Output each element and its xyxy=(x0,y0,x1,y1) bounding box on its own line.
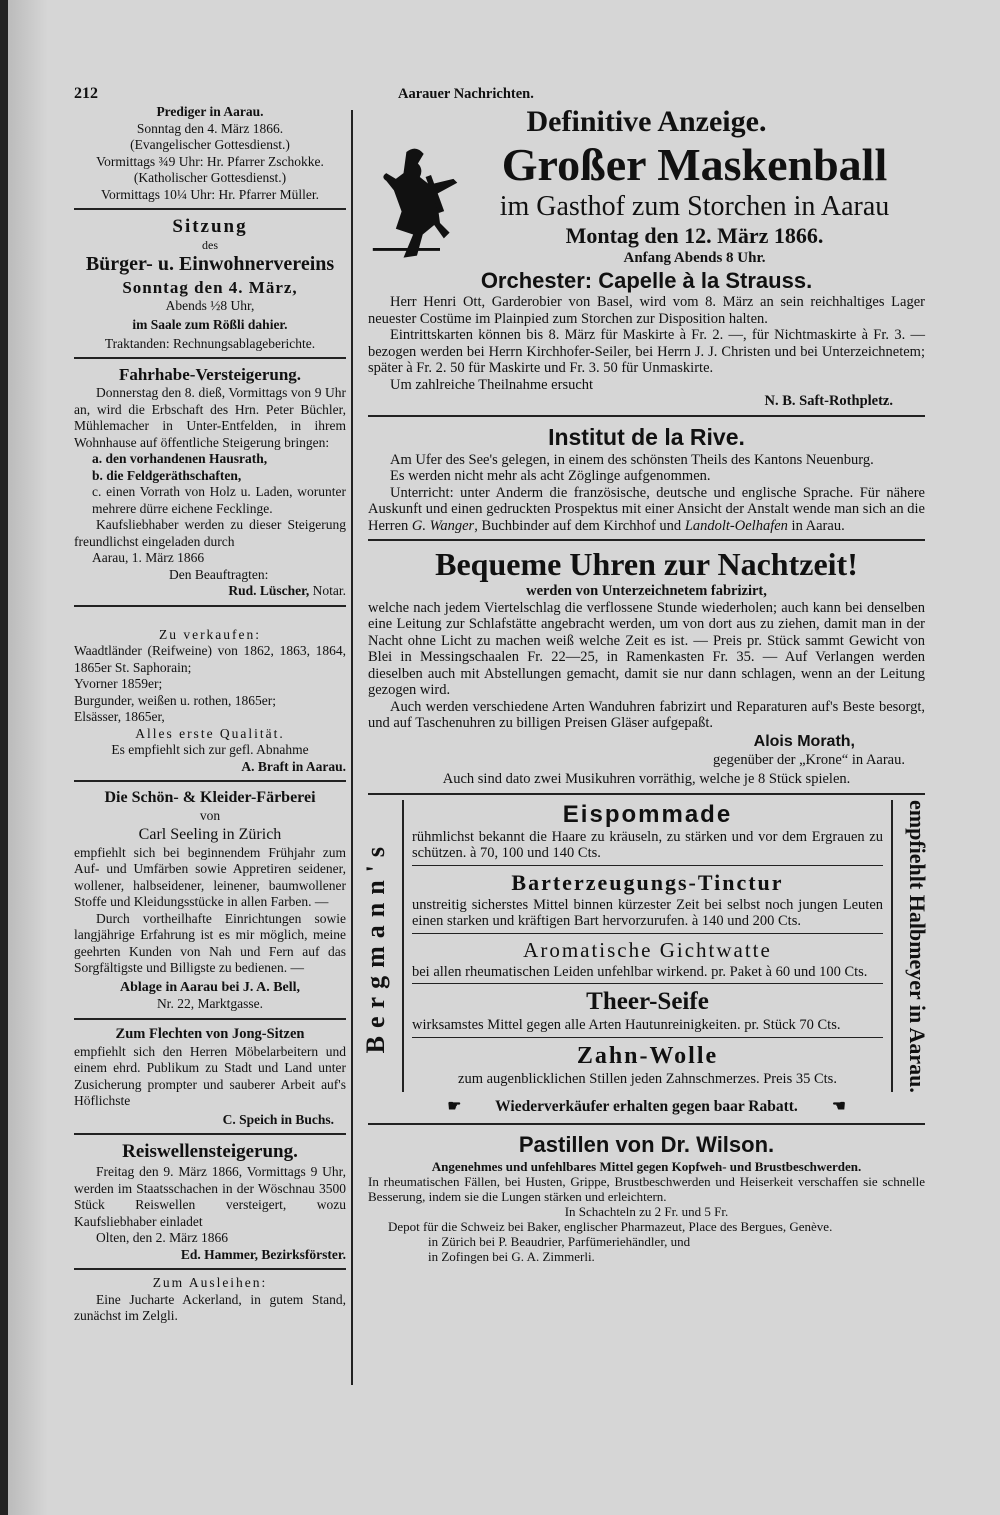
divider xyxy=(412,983,883,984)
resellers-text: Wiederverkäufer erhalten gegen baar Rabatt. xyxy=(495,1098,798,1116)
signature: Alois Morath, xyxy=(753,732,855,750)
notice-text: Alles erste Qualität. xyxy=(135,725,285,741)
notice-text: (Evangelischer Gottesdienst.) xyxy=(130,137,290,152)
list-item: Yvorner 1859er; xyxy=(74,676,163,691)
ad-kicker: Definitive Anzeige. xyxy=(526,105,767,138)
notice-date: Aarau, 1. März 1866 xyxy=(92,550,205,565)
pointing-hand-icon: ☛ xyxy=(831,1098,846,1116)
ad-time: Anfang Abends 8 Uhr. xyxy=(623,250,766,266)
ad-orchestra: Orchester: Capelle à la Strauss. xyxy=(480,268,813,293)
divider xyxy=(368,793,925,795)
right-column xyxy=(361,84,930,1265)
product-item xyxy=(412,987,883,1034)
list-item: Elsässer, 1865er, xyxy=(74,709,165,724)
notice-date: Sonntag den 4. März, xyxy=(122,278,298,297)
list-item: b. die Feldgeräthschaften, xyxy=(92,467,242,483)
maskenball-ad xyxy=(368,104,925,410)
divider xyxy=(412,1037,883,1038)
ad-text: in Zürich bei P. Beaudrier, Parfümeriehändler, und xyxy=(428,1234,691,1250)
product-text: bei allen rheumatischen Leiden unfehlbar wirkend. pr. Paket à 60 und 100 Cts. xyxy=(412,963,868,980)
notice-text: Freitag den 9. März 1866, Vormittags 9 Uhr, werden im Staatsschachen in der Wöschnau 3500 Stück Reiswellen versteigert, wozu Kaufsliebhaber einladet xyxy=(74,1164,346,1229)
notice-text: Durch vortheilhafte Einrichtungen sowie langjährige Erfahrung ist es mir möglich, meine geehrten Kunden von Nah und Fern auf das Sorgfältigste und Billigste zu bedienen. — xyxy=(74,910,346,975)
ad-name: G. Wanger xyxy=(411,517,475,534)
left-column xyxy=(74,84,346,1325)
ad-text: In rheumatischen Fällen, bei Husten, Grippe, Brustbeschwerden und Heiserkeit verschaffen sie schnelle Besserung, indem sie die Lungen stärken und erleichtern. xyxy=(368,1174,925,1205)
bergmann-side-label: Bergmann's xyxy=(361,838,390,1054)
notice-text: empfiehlt sich bei beginnendem Frühjahr zum Auf- und Umfärben sowie Appretiren seidener, wollener, halbseidener, leinener, baumwollener Stoffe und Kleidungsstücke in allen Farben. — xyxy=(74,844,346,909)
page-shadow xyxy=(8,0,48,1515)
product-title: Zahn-Wolle xyxy=(576,1042,719,1069)
product-title: Barterzeugungs-Tinctur xyxy=(511,869,784,895)
notice-text: Eine Jucharte Ackerland, in gutem Stand, zunächst im Zelgli. xyxy=(74,1291,346,1323)
notice-text: empfiehlt sich den Herren Möbelarbeitern und einem ehrd. Publikum zu Stadt und Land unter Zusicherung prompter und sauberer Arbeit auf's Höflichste xyxy=(74,1043,346,1108)
ad-name: Landolt-Oelhafen xyxy=(684,517,788,534)
ausleihen-notice xyxy=(74,1275,346,1325)
reiswellen-notice xyxy=(74,1140,346,1263)
divider xyxy=(368,1123,925,1125)
signature-address: gegenüber der „Krone“ in Aarau. xyxy=(712,751,905,768)
divider xyxy=(74,605,346,607)
ad-subtitle: werden von Unterzeichnetem fabrizirt, xyxy=(526,583,767,599)
prediger-notice xyxy=(74,104,346,203)
product-title: Aromatische Gichtwatte xyxy=(523,937,772,962)
resellers-line xyxy=(368,1096,925,1118)
notice-title: Zum Flechten von Jong-Sitzen xyxy=(115,1025,305,1042)
notice-text: von xyxy=(199,808,221,823)
notice-title: Fahrhabe-Versteigerung. xyxy=(118,365,302,384)
notice-title: Zu verkaufen: xyxy=(158,626,262,642)
sitzung-notice xyxy=(74,215,346,352)
institut-ad xyxy=(368,422,925,535)
product-text: wirksamstes Mittel gegen alle Arten Hautunreinigkeiten. pr. Stück 70 Cts. xyxy=(412,1017,841,1033)
newspaper-header: Aarauer Nachrichten. xyxy=(398,86,534,102)
product-item xyxy=(412,1041,883,1088)
jester-illustration xyxy=(368,140,464,260)
product-text: rühmlichst bekannt die Haare zu kräuseln, zu stärken und vor dem Ergrauen zu schützen. à 70, 100 und 140 Cts. xyxy=(412,828,883,861)
ad-title: Großer Maskenball xyxy=(501,139,888,190)
page-edge xyxy=(0,0,8,1515)
notice-title: Zum Ausleihen: xyxy=(152,1275,268,1290)
product-text: unstreitig sicherstes Mittel binnen kürzester Zeit bei selbst noch jungen Leuten einen starken und kräftigen Bart hervorzurufen. à 140 und 200 Cts. xyxy=(412,896,883,929)
signature: N. B. Saft-Rothpletz. xyxy=(764,393,893,409)
product-title: Theer-Seife xyxy=(586,988,709,1015)
bergmann-products xyxy=(402,800,893,1093)
uhren-ad xyxy=(368,546,925,788)
product-item xyxy=(412,869,883,930)
halbmeyer-side-label: empfiehlt Halbmeyer in Aarau. xyxy=(905,799,930,1093)
notice-text: Donnerstag den 8. dieß, Vormittags von 9 Uhr an, wird die Erbschaft des Hrn. Peter Büchler, Mühlemacher in Unter-Entfelden, in ihrem Wohnhause auf öffentliche Steigerung bringen: xyxy=(74,385,346,450)
product-item xyxy=(412,937,883,981)
notice-title: Prediger in Aarau. xyxy=(156,104,264,119)
ad-text: Auch sind dato zwei Musikuhren vorräthig, welche je 8 Stück spielen. xyxy=(442,771,851,787)
divider xyxy=(74,357,346,359)
notice-text: Traktanden: Rechnungsablageberichte. xyxy=(104,335,316,351)
notice-date: Olten, den 2. März 1866 xyxy=(96,1230,228,1245)
wine-sale-notice xyxy=(74,627,346,776)
signature-title: Notar. xyxy=(312,583,346,598)
ad-date: Montag den 12. März 1866. xyxy=(565,223,824,248)
notice-text: Kaufsliebhaber werden zu dieser Steigerung freundlichst eingeladen durch xyxy=(74,517,346,549)
notice-text: im Saale zum Rößli dahier. xyxy=(132,316,288,332)
notice-text: Es empfiehlt sich zur gefl. Abnahme xyxy=(111,742,309,757)
notice-text: Ablage in Aarau bei J. A. Bell, xyxy=(119,979,301,995)
ad-tagline: Angenehmes und unfehlbares Mittel gegen Kopfweh- und Brustbeschwerden. xyxy=(431,1159,862,1175)
ad-text: , Buchbinder auf dem Kirchhof und xyxy=(474,517,685,534)
ad-text: in Zofingen bei G. A. Zimmerli. xyxy=(428,1249,595,1265)
jong-notice xyxy=(74,1025,346,1129)
divider xyxy=(368,539,925,541)
list-item: Burgunder, weißen u. rothen, 1865er; xyxy=(74,692,277,708)
notice-text: Abends ½8 Uhr, xyxy=(165,298,255,313)
bergmann-box xyxy=(361,799,930,1093)
notice-title: Die Schön- & Kleider-Färberei xyxy=(104,789,316,806)
fahrhabe-notice xyxy=(74,364,346,600)
divider xyxy=(74,208,346,210)
ad-venue: im Gasthof zum Storchen in Aarau xyxy=(499,191,890,222)
pastillen-ad xyxy=(368,1130,925,1264)
list-item: c. einen Vorrath von Holz u. Laden, worunter mehrere dürre eichene Fecklinge. xyxy=(92,484,346,516)
product-text: zum augenblicklichen Stillen jeden Zahnschmerzes. Preis 35 Cts. xyxy=(458,1070,837,1087)
signature: C. Speich in Buchs. xyxy=(222,1111,334,1127)
product-title: Eispommade xyxy=(562,800,733,828)
ad-title: Institut de la Rive. xyxy=(548,423,745,450)
notice-text: des xyxy=(202,238,218,252)
divider xyxy=(368,415,925,417)
notice-title: Bürger- u. Einwohnervereins xyxy=(85,253,335,275)
ad-title: Pastillen von Dr. Wilson. xyxy=(518,1132,775,1158)
ad-text: Es werden nicht mehr als acht Zöglinge aufgenommen. xyxy=(390,468,711,484)
notice-date: Sonntag den 4. März 1866. xyxy=(136,120,284,136)
ad-text: Unterricht: unter Anderm die französische, deutsche und englische Sprache. Für nähere Auskunft und einen gedruckten Prospektus mit einer Ansicht der Anstalt wende man sich an die Herren xyxy=(368,484,925,534)
notice-text: Nr. 22, Marktgasse. xyxy=(156,996,264,1011)
ad-text: welche nach jedem Viertelschlag die verflossene Stunde wiederholen; auch kann bei denselben eine Leitung zur Schlafstätte angebracht werden, um von dort aus zu ziehen, damit man in der Nacht ohne Licht zu machen weiß welche Zeit es ist. — Preis pr. Stück sammt Gewicht von Blei in Messingschaalen Fr. 22—25, in Ramenkasten Fr. 35. — Auf Verlangen werden dieselben auch mit Abstellungen gemacht, damit sie nur dann schlagen, wenn an der Leitung gezogen wird. xyxy=(368,599,925,698)
notice-title: Reiswellensteigerung. xyxy=(122,1141,298,1162)
column-divider xyxy=(351,110,353,1385)
ad-title: Bequeme Uhren zur Nachtzeit! xyxy=(435,546,858,582)
notice-text: Den Beauftragten: xyxy=(169,566,269,582)
list-item: a. den vorhandenen Hausrath, xyxy=(92,451,268,466)
divider xyxy=(74,1133,346,1135)
notice-text: (Katholischer Gottesdienst.) xyxy=(133,170,287,185)
page-number: 212 xyxy=(74,85,98,102)
notice-text: Vormittags 10¼ Uhr: Hr. Pfarrer Müller. xyxy=(101,186,319,202)
signature: A. Braft in Aarau. xyxy=(241,758,346,774)
ad-text: Auch werden verschiedene Arten Wanduhren fabrizirt und Reparaturen auf's Beste besorgt, und auf Taschenuhren zu billigen Preisen Gläser aufgepaßt. xyxy=(368,698,925,731)
ad-text: in Aarau. xyxy=(787,517,845,534)
ad-text: Um zahlreiche Theilnahme ersucht xyxy=(390,376,594,393)
ad-text: Am Ufer des See's gelegen, in einem des schönsten Theils des Kantons Neuenburg. xyxy=(390,451,874,468)
faerberei-notice xyxy=(74,787,346,1013)
product-item xyxy=(412,800,883,862)
notice-title: Sitzung xyxy=(172,216,248,237)
ad-text: Herr Henri Ott, Garderobier von Basel, wird vom 8. März an sein reichhaltiges Lager neuester Costüme im Plainpied zum Storchen zur Disposition halten. xyxy=(368,294,925,327)
divider xyxy=(412,865,883,866)
divider xyxy=(74,780,346,782)
ad-text: Depot für die Schweiz bei Baker, englischer Pharmazeut, Place des Bergues, Genève. xyxy=(388,1219,833,1235)
divider xyxy=(74,1018,346,1020)
signature: Ed. Hammer, Bezirksförster. xyxy=(180,1246,346,1262)
pointing-hand-icon: ☛ xyxy=(447,1098,462,1116)
ad-text: In Schachteln zu 2 Fr. und 5 Fr. xyxy=(564,1204,729,1220)
divider xyxy=(412,933,883,934)
notice-text: Carl Seeling in Zürich xyxy=(138,825,282,843)
ad-text: Eintrittskarten können bis 8. März für Maskirte à Fr. 2. —, für Nichtmaskirte à Fr. 3. — bezogen werden bei Herrn Kirchhofer-Seiler, bei Herrn J. J. Christen und bei Unterzeichnetem; später à Fr. 2. 50 für Maskirte und Fr. 3. 50 für Unmaskirte. xyxy=(368,327,925,376)
signature: Rud. Lüscher, xyxy=(228,583,310,598)
list-item: Waadtländer (Reifweine) von 1862, 1863, 1864, 1865er St. Saphorain; xyxy=(74,643,346,675)
divider xyxy=(74,1268,346,1270)
notice-text: Vormittags ¾9 Uhr: Hr. Pfarrer Zschokke. xyxy=(96,153,324,169)
